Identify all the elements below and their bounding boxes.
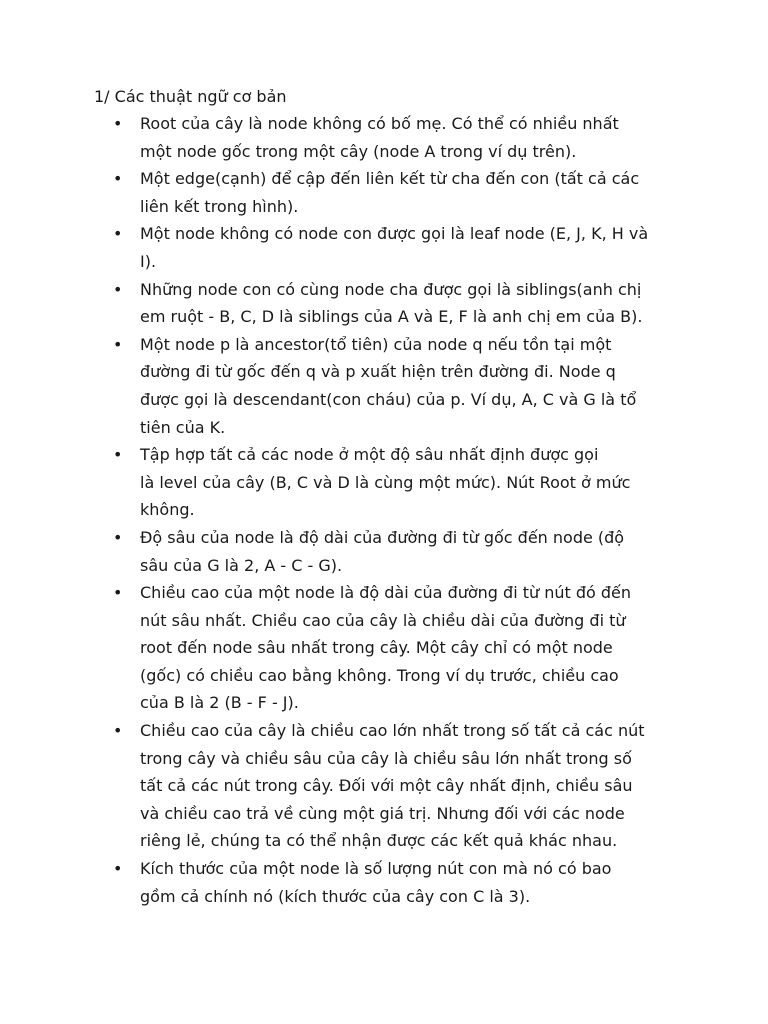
list-item-line: (gốc) có chiều cao bằng không. Trong ví dụ trước, chiều cao bbox=[140, 665, 619, 685]
list-item bbox=[0, 579, 680, 717]
list-item-line: không. bbox=[140, 500, 195, 520]
list-item-line: nút sâu nhất. Chiều cao của cây là chiều dài của đường đi từ bbox=[140, 610, 626, 630]
bullet-marker: • bbox=[113, 224, 123, 244]
list-item-line: Độ sâu của node là độ dài của đường đi từ gốc đến node (độ bbox=[140, 527, 625, 547]
list-item-line: trong cây và chiều sâu của cây là chiều sâu lớn nhất trong số bbox=[140, 748, 632, 768]
list-item-line: tất cả các nút trong cây. Đối với một cây nhất định, chiều sâu bbox=[140, 776, 633, 796]
section-heading: 1/ Các thuật ngữ cơ bản bbox=[94, 87, 287, 106]
list-item-line: liên kết trong hình). bbox=[140, 196, 299, 216]
bullet-marker: • bbox=[113, 445, 123, 465]
list-item-line: Kích thước của một node là số lượng nút con mà nó có bao bbox=[140, 859, 612, 879]
bullet-marker: • bbox=[113, 114, 123, 133]
bullet-marker: • bbox=[113, 721, 123, 741]
list-item bbox=[0, 110, 680, 165]
list-item bbox=[0, 524, 680, 579]
bullet-list bbox=[0, 110, 768, 910]
list-item bbox=[0, 276, 680, 331]
list-item-line: Một node p là ancestor(tổ tiên) của node q nếu tồn tại một bbox=[140, 334, 612, 354]
list-item bbox=[0, 220, 680, 275]
list-item-line: được gọi là descendant(con cháu) của p. Ví dụ, A, C và G là tổ bbox=[140, 389, 637, 409]
bullet-marker: • bbox=[113, 583, 123, 603]
list-item-line: Chiều cao của một node là độ dài của đường đi từ nút đó đến bbox=[140, 583, 632, 603]
list-item-line: sâu của G là 2, A - C - G). bbox=[140, 555, 343, 575]
list-item-line: em ruột - B, C, D là siblings của A và E, F là anh chị em của B). bbox=[140, 307, 643, 327]
list-item bbox=[0, 331, 680, 441]
list-item-line: Tập hợp tất cả các node ở một độ sâu nhất định được gọi bbox=[140, 445, 599, 465]
list-item bbox=[0, 717, 680, 855]
list-item-line: Một edge(cạnh) để cập đến liên kết từ cha đến con (tất cả các bbox=[140, 169, 640, 189]
bullet-marker: • bbox=[113, 334, 123, 354]
list-item-line: root đến node sâu nhất trong cây. Một cây chỉ có một node bbox=[140, 638, 613, 658]
list-item-line: và chiều cao trả về cùng một giá trị. Nhưng đối với các node bbox=[140, 803, 625, 823]
list-item bbox=[0, 165, 680, 220]
list-item-line: I). bbox=[140, 251, 157, 271]
bullet-marker: • bbox=[113, 859, 123, 879]
list-item-line: Chiều cao của cây là chiều cao lớn nhất trong số tất cả các nút bbox=[140, 721, 645, 741]
list-item-line: một node gốc trong một cây (node A trong ví dụ trên). bbox=[140, 141, 577, 161]
list-item-line: là level của cây (B, C và D là cùng một mức). Nút Root ở mức bbox=[140, 472, 631, 492]
bullet-marker: • bbox=[113, 169, 123, 189]
list-item-line: gồm cả chính nó (kích thước của cây con C là 3). bbox=[140, 886, 531, 906]
list-item bbox=[0, 441, 680, 524]
list-item bbox=[0, 855, 680, 910]
list-item-line: Một node không có node con được gọi là leaf node (E, J, K, H và bbox=[140, 224, 649, 244]
bullet-marker: • bbox=[113, 527, 123, 547]
list-item-line: Root của cây là node không có bố mẹ. Có thể có nhiều nhất bbox=[140, 114, 619, 133]
list-item-line: của B là 2 (B - F - J). bbox=[140, 693, 299, 713]
bullet-marker: • bbox=[113, 279, 123, 299]
list-item-line: Những node con có cùng node cha được gọi là siblings(anh chị bbox=[140, 279, 642, 299]
list-item-line: tiên của K. bbox=[140, 417, 226, 437]
list-item-line: riêng lẻ, chúng ta có thể nhận được các kết quả khác nhau. bbox=[140, 831, 618, 851]
list-item-line: đường đi từ gốc đến q và p xuất hiện trên đường đi. Node q bbox=[140, 362, 616, 382]
